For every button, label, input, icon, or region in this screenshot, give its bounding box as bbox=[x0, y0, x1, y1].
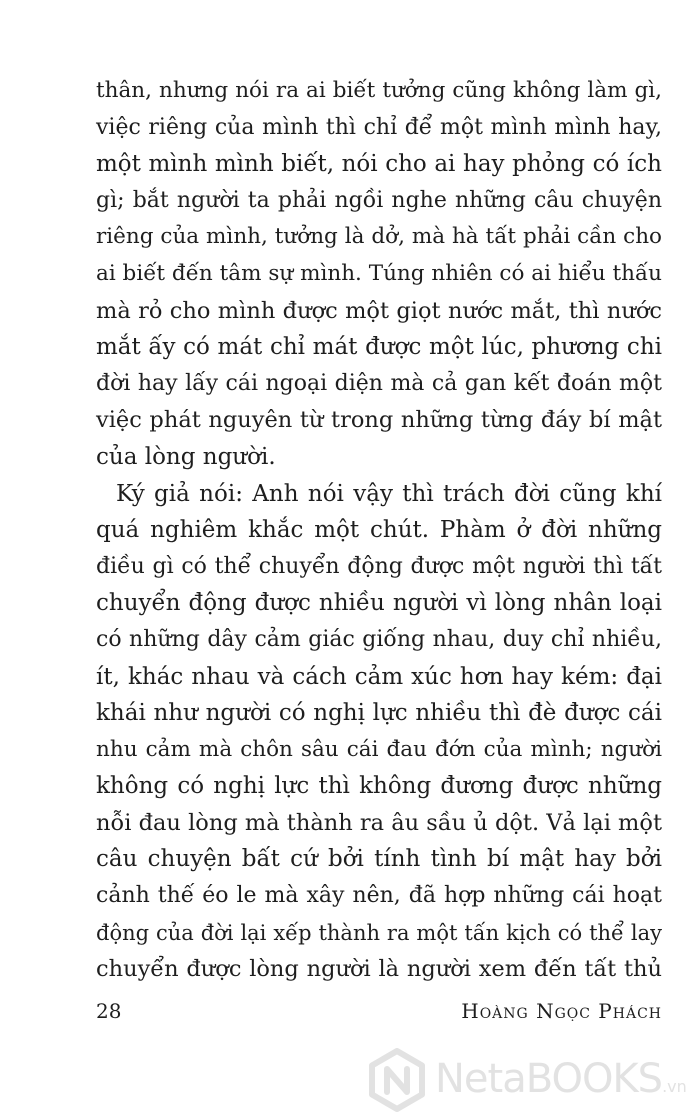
paragraph-start-line: Ký giả nói: Anh nói vậy thì trách đời cũng khí bbox=[116, 480, 662, 507]
text-line: việc phát nguyên từ trong những từng đáy bí mật bbox=[96, 407, 662, 434]
text-line: việc riêng của mình thì chỉ để một mình mình hay, bbox=[96, 114, 662, 140]
text-line: có những dây cảm giác giống nhau, duy chỉ nhiều, bbox=[96, 626, 662, 652]
text-line: riêng của mình, tưởng là dở, mà hà tất phải cần cho bbox=[96, 224, 662, 250]
text-line: của lòng người. bbox=[96, 443, 276, 470]
page-footer bbox=[96, 996, 662, 1026]
text-line: nỗi đau lòng mà thành ra âu sầu ủ dột. Vả lại một bbox=[96, 809, 662, 836]
text-line: nhu cảm mà chôn sâu cái đau đớn của mình; người bbox=[96, 736, 662, 762]
netabooks-watermark bbox=[365, 1048, 695, 1112]
text-line: ít, khác nhau và cách cảm xúc hơn hay kém: đại bbox=[96, 663, 662, 690]
text-line: ai biết đến tâm sự mình. Túng nhiên có ai hiểu thấu bbox=[96, 260, 662, 286]
text-line: đời hay lấy cái ngoại diện mà cả gan kết đoán một bbox=[96, 370, 662, 396]
netabooks-logo-icon bbox=[365, 1048, 429, 1112]
text-line: thân, nhưng nói ra ai biết tưởng cũng không làm gì, bbox=[96, 78, 662, 103]
body-text bbox=[96, 73, 662, 988]
text-line: gì; bắt người ta phải ngồi nghe những câu chuyện bbox=[96, 187, 662, 213]
watermark-brand-main: NetaBOOKS bbox=[435, 1056, 663, 1102]
text-line: động của đời lại xếp thành ra một tấn kịch có thể lay bbox=[96, 920, 662, 945]
text-line: cảnh thế éo le mà xây nên, đã hợp những cái hoạt bbox=[96, 883, 662, 909]
page-number: 28 bbox=[96, 999, 122, 1023]
watermark-brand bbox=[435, 1054, 687, 1112]
text-line: quá nghiêm khắc một chút. Phàm ở đời những bbox=[96, 517, 662, 544]
text-line: không có nghị lực thì không đương được những bbox=[96, 773, 662, 800]
text-line: một mình mình biết, nói cho ai hay phỏng có ích bbox=[96, 151, 662, 178]
running-head-author: Hoàng Ngọc Phách bbox=[461, 999, 662, 1023]
text-line: khái như người có nghị lực nhiều thì đè được cái bbox=[96, 700, 662, 727]
text-line: mắt ấy có mát chỉ mát được một lúc, phương chi bbox=[96, 334, 662, 361]
text-line: chuyển được lòng người là người xem đến tất thủ bbox=[96, 956, 662, 983]
watermark-brand-suffix: .vn bbox=[662, 1077, 687, 1096]
text-line: chuyển động được nhiều người vì lòng nhân loại bbox=[96, 590, 662, 617]
text-line: câu chuyện bất cứ bởi tính tình bí mật hay bởi bbox=[96, 846, 662, 873]
text-line: điều gì có thể chuyển động được một người thì tất bbox=[96, 553, 662, 579]
text-line: mà rỏ cho mình được một giọt nước mắt, thì nước bbox=[96, 297, 662, 324]
